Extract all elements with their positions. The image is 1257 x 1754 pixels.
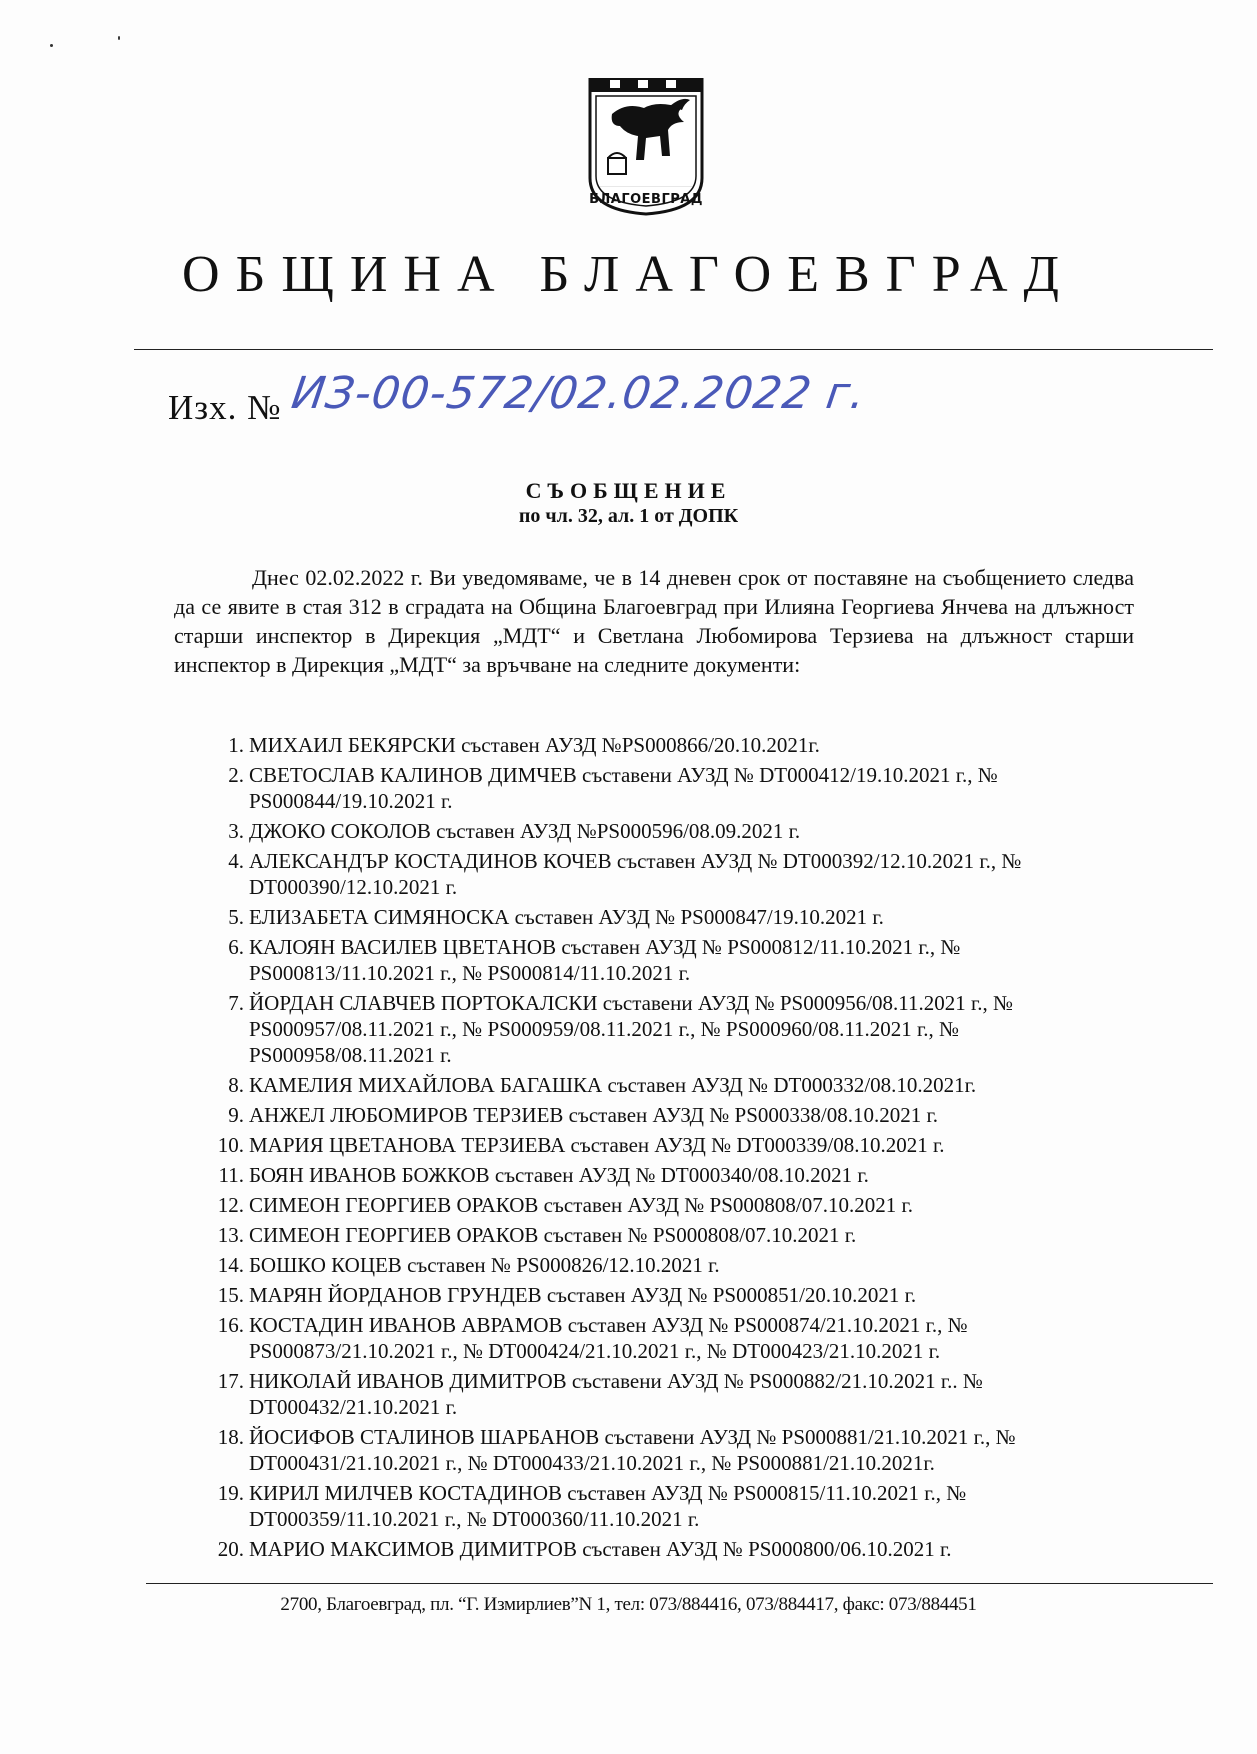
list-item-number: 9 . — [200, 1102, 244, 1128]
list-item-number: 7 . — [200, 990, 244, 1016]
list-item-number: 8 . — [200, 1072, 244, 1098]
list-item-text: МИХАИЛ БЕКЯРСКИ съставен АУЗД №PS000866/20.10.2021г. — [249, 733, 820, 757]
notice-body: Днес 02.02.2022 г. Ви уведомяваме, че в 14 дневен срок от поставяне на съобщението следва да се явите в стая 312 в сградата на Община Благоевград при Илияна Георгиева Янчева на длъжност старши инспектор в Дирекция „МДТ“ и Светлана Любомирова Терзиева на длъжност старши инспектор в Дирекция „МДТ“ за връчване на следните документи: — [174, 565, 1134, 677]
list-item — [200, 1424, 1150, 1476]
list-item-text: СИМЕОН ГЕОРГИЕВ ОРАКОВ съставен АУЗД № PS000808/07.10.2021 г. — [249, 1193, 913, 1217]
list-item-text: КАМЕЛИЯ МИХАЙЛОВА БАГАШКА съставен АУЗД № DT000332/08.10.2021г. — [249, 1073, 977, 1097]
header-divider — [134, 349, 1213, 350]
list-item — [200, 1480, 1150, 1532]
list-item-text: КИРИЛ МИЛЧЕВ КОСТАДИНОВ съставен АУЗД № PS000815/11.10.2021 г., № DT000359/11.10.2021 г., № DT000360/11.10.2021 г. — [249, 1481, 967, 1531]
list-item-number: 19 . — [200, 1480, 244, 1506]
list-item — [200, 934, 1150, 986]
list-item-text: БОШКО КОЦЕВ съставен № PS000826/12.10.2021 г. — [249, 1253, 720, 1277]
list-item-number: 10 . — [200, 1132, 244, 1158]
list-item-number: 16 . — [200, 1312, 244, 1338]
notice-title: СЪОБЩЕНИЕ — [525, 478, 732, 503]
list-item — [200, 1312, 1150, 1364]
list-item — [200, 1222, 1150, 1248]
scan-speck — [118, 36, 120, 40]
scan-speck — [50, 44, 53, 47]
list-item-number: 6 . — [200, 934, 244, 960]
list-item-number: 17 . — [200, 1368, 244, 1394]
list-item-number: 12 . — [200, 1192, 244, 1218]
list-item — [200, 848, 1150, 900]
notice-subtitle: по чл. 32, ал. 1 от ДОПК — [518, 505, 739, 527]
list-item-text: КАЛОЯН ВАСИЛЕВ ЦВЕТАНОВ съставен АУЗД № PS000812/11.10.2021 г., № PS000813/11.10.2021 г., № PS000814/11.10.2021 г. — [249, 935, 961, 985]
list-item-text: НИКОЛАЙ ИВАНОВ ДИМИТРОВ съставени АУЗД № PS000882/21.10.2021 г.. № DT000432/21.10.2021 г. — [249, 1369, 983, 1419]
list-item-number: 18 . — [200, 1424, 244, 1450]
list-item-text: ЙОСИФОВ СТАЛИНОВ ШАРБАНОВ съставени АУЗД № PS000881/21.10.2021 г., № DT000431/21.10.2021 г., № DT000433/21.10.2021 г., № PS000881/21.10.2021г. — [249, 1425, 1016, 1475]
list-item-text: АЛЕКСАНДЪР КОСТАДИНОВ КОЧЕВ съставен АУЗД № DT000392/12.10.2021 г., № DT000390/12.10.2021 г. — [249, 849, 1022, 899]
handwritten-reference-number: ИЗ-00-572/02.02.2022 г. — [288, 368, 870, 419]
outgoing-number-label: Изх. № — [168, 388, 282, 427]
list-item — [200, 1072, 1150, 1098]
list-item-text: КОСТАДИН ИВАНОВ АВРАМОВ съставен АУЗД № PS000874/21.10.2021 г., № PS000873/21.10.2021 г., № DT000424/21.10.2021 г., № DT000423/21.10.2021 г. — [249, 1313, 968, 1363]
list-item-number: 5 . — [200, 904, 244, 930]
list-item — [200, 904, 1150, 930]
list-item — [200, 818, 1150, 844]
list-item — [200, 1162, 1150, 1188]
list-item-text: БОЯН ИВАНОВ БОЖКОВ съставен АУЗД № DT000340/08.10.2021 г. — [249, 1163, 869, 1187]
list-item-text: АНЖЕЛ ЛЮБОМИРОВ ТЕРЗИЕВ съставен АУЗД № PS000338/08.10.2021 г. — [249, 1103, 938, 1127]
list-item-text: МАРИО МАКСИМОВ ДИМИТРОВ съставен АУЗД № PS000800/06.10.2021 г. — [249, 1537, 952, 1561]
list-item — [200, 990, 1150, 1068]
list-item-number: 4 . — [200, 848, 244, 874]
footer-divider — [146, 1583, 1213, 1584]
list-item-number: 15 . — [200, 1282, 244, 1308]
list-item — [200, 1252, 1150, 1278]
list-item-text: ДЖОКО СОКОЛОВ съставен АУЗД №PS000596/08.09.2021 г. — [249, 819, 801, 843]
list-item-text: СВЕТОСЛАВ КАЛИНОВ ДИМЧЕВ съставени АУЗД № DT000412/19.10.2021 г., № PS000844/19.10.2021 г. — [249, 763, 998, 813]
list-item — [200, 732, 1150, 758]
list-item — [200, 1102, 1150, 1128]
list-item-text: ЕЛИЗАБЕТА СИМЯНОСКА съставен АУЗД № PS000847/19.10.2021 г. — [249, 905, 884, 929]
list-item-text: ЙОРДАН СЛАВЧЕВ ПОРТОКАЛСКИ съставени АУЗД № PS000956/08.11.2021 г., № PS000957/08.11.2021 г., № PS000959/08.11.2021 г., № PS000960/08.11.2021 г., № PS000958/08.11.2021 г. — [249, 991, 1014, 1067]
list-item — [200, 1282, 1150, 1308]
list-item-text: МАРЯН ЙОРДАНОВ ГРУНДЕВ съставен АУЗД № PS000851/20.10.2021 г. — [249, 1283, 917, 1307]
list-item-number: 11 . — [200, 1162, 244, 1188]
list-item-number: 2 . — [200, 762, 244, 788]
document-list — [200, 732, 1150, 1566]
list-item — [200, 762, 1150, 814]
list-item-number: 3 . — [200, 818, 244, 844]
municipality-title: ОБЩИНА БЛАГОЕВГРАД — [181, 246, 1076, 303]
list-item — [200, 1132, 1150, 1158]
list-item-number: 1 . — [200, 732, 244, 758]
footer-address: 2700, Благоевград, пл. “Г. Измирлиев”N 1, тел: 073/884416, 073/884417, факс: 073/884451 — [280, 1594, 977, 1615]
list-item-text: СИМЕОН ГЕОРГИЕВ ОРАКОВ съставен № PS000808/07.10.2021 г. — [249, 1223, 857, 1247]
list-item-text: МАРИЯ ЦВЕТАНОВА ТЕРЗИЕВА съставен АУЗД № DT000339/08.10.2021 г. — [249, 1133, 945, 1157]
coat-of-arms-label: БЛАГОЕВГРАД — [589, 192, 703, 207]
list-item-number: 14 . — [200, 1252, 244, 1278]
list-item — [200, 1536, 1150, 1562]
list-item-number: 13 . — [200, 1222, 244, 1248]
list-item — [200, 1192, 1150, 1218]
list-item — [200, 1368, 1150, 1420]
list-item-number: 20 . — [200, 1536, 244, 1562]
